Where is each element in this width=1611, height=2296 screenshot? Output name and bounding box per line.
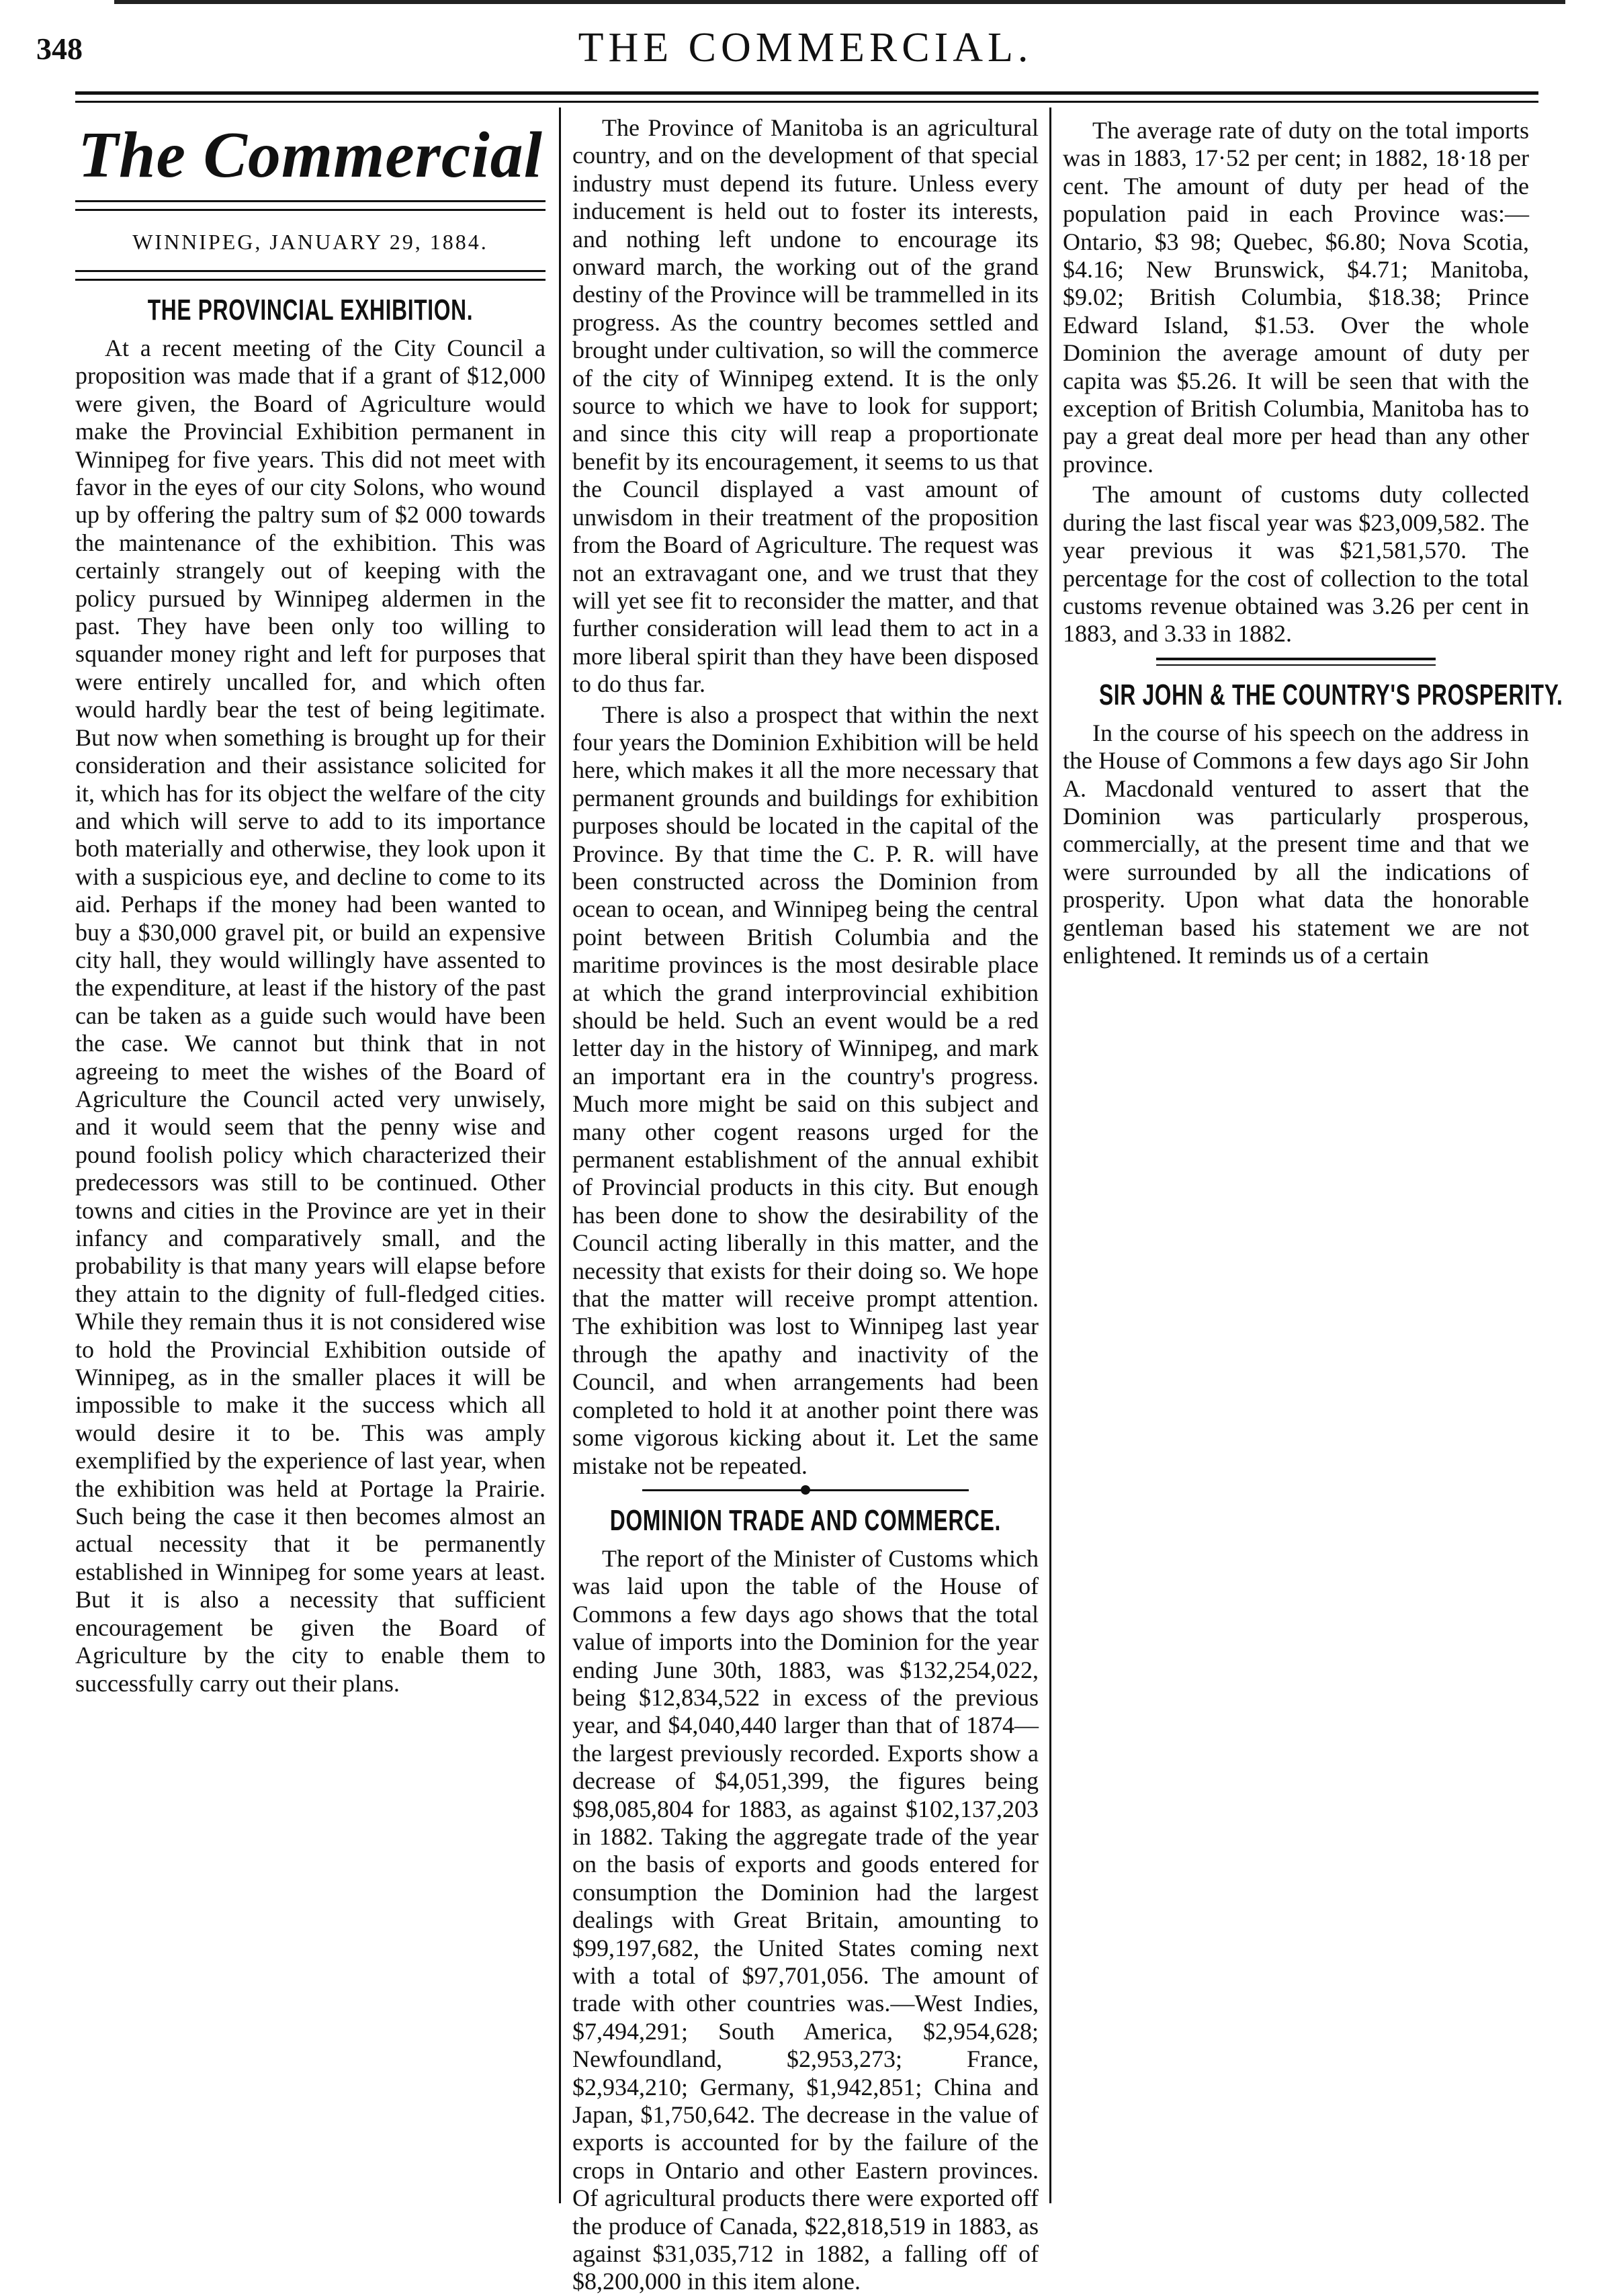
column-divider-2 (1049, 107, 1051, 2203)
headline-dominion-trade: DOMINION TRADE AND COMMERCE. (609, 1503, 1002, 1537)
column-1 (75, 114, 546, 2207)
column-2 (572, 114, 1039, 2295)
nameplate: The Commercial (78, 119, 543, 191)
column-3 (1063, 114, 1563, 2207)
masthead-title: THE COMMERCIAL. (578, 25, 1033, 71)
section-divider (642, 1489, 969, 1491)
dateline: WINNIPEG, JANUARY 29, 1884. (132, 230, 488, 254)
article-paragraph: In the course of his speech on the address in the House of Commons a few days ago Sir John A. Macdonald ventured to assert that the Dominion was particularly prosperous, commercially, at the present time and that we were surrounded by all the indications of prosperity. Upon what data the honorable gentleman based his statement we are not enlightened. It reminds us of a certain (1063, 719, 1529, 969)
header-rule-top (75, 91, 1538, 95)
header-rule-bottom (75, 101, 1538, 103)
headline-sir-john: SIR JOHN & THE COUNTRY'S PROSPERITY. (1098, 678, 1563, 711)
article-paragraph: The average rate of duty on the total imports was in 1883, 17·52 per cent; in 1882, 18·18 per cent. The amount of duty per head of the population paid in each Province was:—Ontario, $3 98; Quebec, $6.80; Nova Scotia, $4.16; New Brunswick, $4.71; Manitoba, $9.02; British Columbia, $18.38; Prince Edward Island, $1.53. Over the whole Dominion the average amount of duty per capita was $5.26. It will be seen that with the exception of British Columbia, Manitoba has to pay a great deal more per head than any other province. (1063, 117, 1529, 478)
article-paragraph: At a recent meeting of the City Council a proposition was made that if a grant of $12,000 were given, the Board of Agriculture would make the Provincial Exhibition permanent in Winnipeg for five years. This did not meet with favor in the eyes of our city Solons, who wound up by offering the paltry sum of $2 000 towards the maintenance of the exhibition. This was certainly strangely out of keeping with the policy pursued by Winnipeg aldermen in the past. They have been only too willing to squander money right and left for purposes that were entirely uncalled for, and which often would hardly bear the test of being legitimate. But now when something is brought up for their consideration and their assistance solicited for it, which has for its object the welfare of the city and which will serve to add to its importance both materially and otherwise, they look upon it with a suspicious eye, and decline to come to its aid. Perhaps if the money had been wanted to buy a $30,000 gravel pit, or build an expensive city hall, they would willingly have assented to the expenditure, at least if the history of the past can be taken as a guide such would have been the case. We cannot but think that in not agreeing to meet the wishes of the Board of Agriculture the Council acted very unwisely, and it would seem that the penny wise and pound foolish policy which characterized their predecessors was still to be continued. Other towns and cities in the Province are yet in their infancy and comparatively small, and the probability is that many years will elapse before they attain to the dignity of full-fledged cities. While they remain thus it is not considered wise to hold the Provincial Exhibition outside of Winnipeg, as in the smaller places it will be impossible to make it the success which all would desire it to be. This was amply exemplified by the experience of last year, when the exhibition was held at Portage la Prairie. Such being the case it then becomes almost an actual necessity that it be permanently established in Winnipeg for some years at least. But it is also a necessity that sufficient encouragement be given the Board of Agriculture by the city to enable them to successfully carry out their plans. (75, 335, 546, 1697)
article-paragraph: There is also a prospect that within the next four years the Dominion Exhibition will be held here, which makes it all the more necessary that permanent grounds and buildings for exhibition purposes should be located in the capital of the Province. By that time the C. P. R. will have been constructed across the Dominion from ocean to ocean, and Winnipeg being the central point between British Columbia and the maritime provinces is the most desirable place at which the grand interprovincial exhibition should be held. Such an event would be a red letter day in the history of Winnipeg, and mark an important era in the country's progress. Much more might be said on this subject and many other cogent reasons urged for the permanent establishment of the annual exhibit of Provincial products in this city. But enough has been done to show the desirability of the Council acting liberally in this matter, and the necessity that exists for their doing so. We hope that the matter will receive prompt attention. The exhibition was lost to Winnipeg last year through the apathy and inactivity of the Council, and when arrangements had been completed to hold it at another point there was some vigorous kicking about it. Let the same mistake not be repeated. (572, 701, 1039, 1479)
page-number: 348 (36, 32, 83, 66)
article-paragraph: The report of the Minister of Customs which was laid upon the table of the House of Commons a few days ago shows that the total value of imports into the Dominion for the year ending June 30th, 1883, was $132,254,022, being $12,834,522 in excess of the previous year, and $4,040,440 larger than that of 1874—the largest previously recorded. Exports show a decrease of $4,051,399, the figures being $98,085,804 for 1883, as against $102,137,203 in 1882. Taking the aggregate trade of the year on the basis of exports and goods entered for consumption the Dominion had the largest dealings with Great Britain, amounting to $99,197,682, the United States coming next with a total of $97,701,056. The amount of trade with other countries was.—West Indies, $7,494,291; South America, $2,954,628; Newfoundland, $2,953,273; France, $2,934,210; Germany, $1,942,851; China and Japan, $1,750,642. The decrease in the value of exports is accounted for by the failure of the crops in Ontario and other Eastern provinces. Of agricultural products there were exported off the produce of Canada, $22,818,519 in 1883, as against $31,035,712 in 1882, a falling off of $8,200,000 in this item alone. (572, 1544, 1039, 2295)
section-divider (1156, 658, 1436, 666)
article-paragraph: The amount of customs duty collected during the last fiscal year was $23,009,582. The year previous it was $21,581,570. The percentage for the cost of collection to the total customs revenue obtained was 3.26 per cent in 1883, and 3.33 in 1882. (1063, 481, 1529, 648)
page-header (0, 24, 1611, 85)
nameplate-rule (75, 200, 546, 211)
dateline-rule (75, 270, 546, 281)
article-paragraph: The Province of Manitoba is an agricultural country, and on the development of that special industry must depend its future. Unless every inducement is held out to foster its interests, and nothing left undone to encourage its onward march, the working out of the grand destiny of the Province will be trammelled in its progress. As the country becomes settled and brought under cultivation, so will the commerce of the city of Winnipeg extend. It is the only source to which we have to look for support; and since this city will reap a proportionate benefit by its encouragement, it seems to us that the Council displayed a vast amount of unwisdom in their treatment of the proposition from the Board of Agriculture. The request was not an extravagant one, and we trust that they will yet see fit to reconsider the matter, and that further consideration will lead them to act in a more liberal spirit than they have been disposed to do thus far. (572, 114, 1039, 698)
headline-provincial-exhibition: THE PROVINCIAL EXHIBITION. (147, 294, 474, 326)
column-divider-1 (559, 107, 561, 2203)
top-border (114, 0, 1565, 4)
